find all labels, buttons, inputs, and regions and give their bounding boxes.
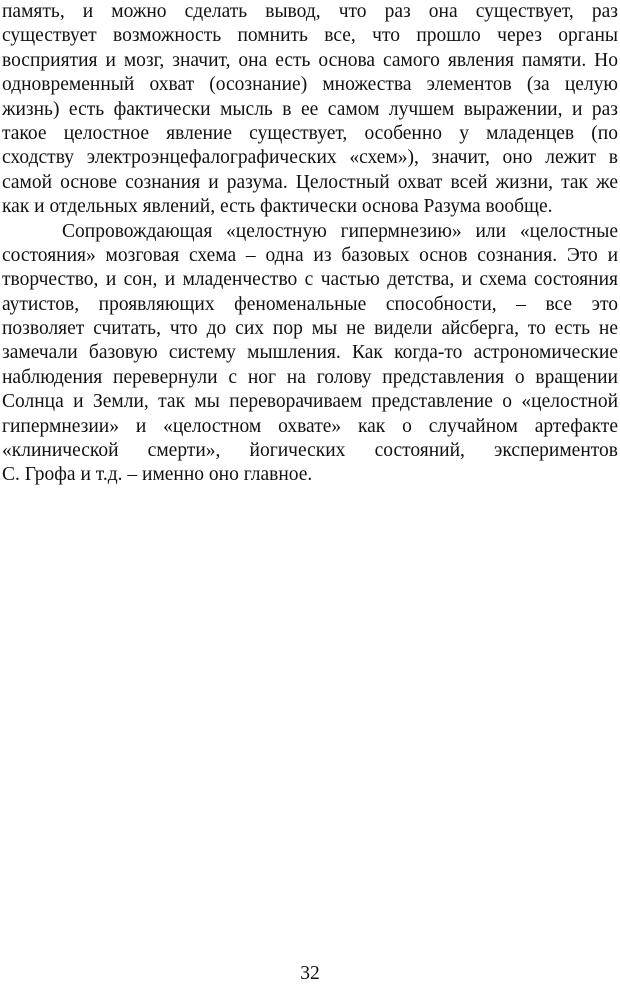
text-line: замечали базовую систему мышления. Как когда-то астрономические bbox=[2, 342, 618, 364]
text-line: Сопровождающая «целостную гипермнезию» или «целостные bbox=[62, 220, 618, 242]
page-number: 32 bbox=[300, 963, 320, 984]
text-line: восприятия и мозг, значит, она есть основа самого явления памяти. Но bbox=[2, 49, 618, 71]
text-line: аутистов, проявляющих феноменальные способности, – все это bbox=[2, 293, 618, 315]
text-line: «клинической смерти», йогических состояний, экспериментов bbox=[2, 440, 618, 462]
text-line: такое целостное явление существует, особенно у младенцев (по bbox=[2, 122, 618, 144]
paragraph-1 bbox=[2, 0, 618, 220]
body-text bbox=[2, 0, 618, 488]
text-line: С. Грофа и т.д. – именно оно главное. bbox=[2, 464, 313, 486]
paragraph-2 bbox=[2, 220, 618, 488]
text-line: позволяет считать, что до сих пор мы не видели айсберга, то есть не bbox=[2, 318, 618, 340]
text-line: Солнца и Земли, так мы переворачиваем представление о «целостной bbox=[2, 391, 618, 413]
text-line: сходству электроэнцефалографических «схем»), значит, оно лежит в bbox=[2, 147, 618, 169]
text-line: как и отдельных явлений, есть фактически основа Разума вообще. bbox=[2, 196, 553, 218]
text-line: существует возможность помнить все, что прошло через органы bbox=[2, 25, 618, 47]
text-line: память, и можно сделать вывод, что раз она существует, раз bbox=[2, 1, 618, 22]
text-line: одновременный охват (осознание) множества элементов (за целую bbox=[2, 74, 618, 96]
text-line: творчество, и сон, и младенчество с частью детства, и схема состояния bbox=[2, 269, 618, 291]
text-line: жизнь) есть фактически мысль в ее самом лучшем выражении, и раз bbox=[2, 98, 618, 120]
text-line: состояния» мозговая схема – одна из базовых основ сознания. Это и bbox=[2, 244, 618, 266]
text-line: самой основе сознания и разума. Целостный охват всей жизни, так же bbox=[2, 171, 618, 193]
text-line: наблюдения перевернули с ног на голову представления о вращении bbox=[2, 366, 618, 388]
text-line: гипермнезии» и «целостном охвате» как о случайном артефакте bbox=[2, 415, 618, 437]
